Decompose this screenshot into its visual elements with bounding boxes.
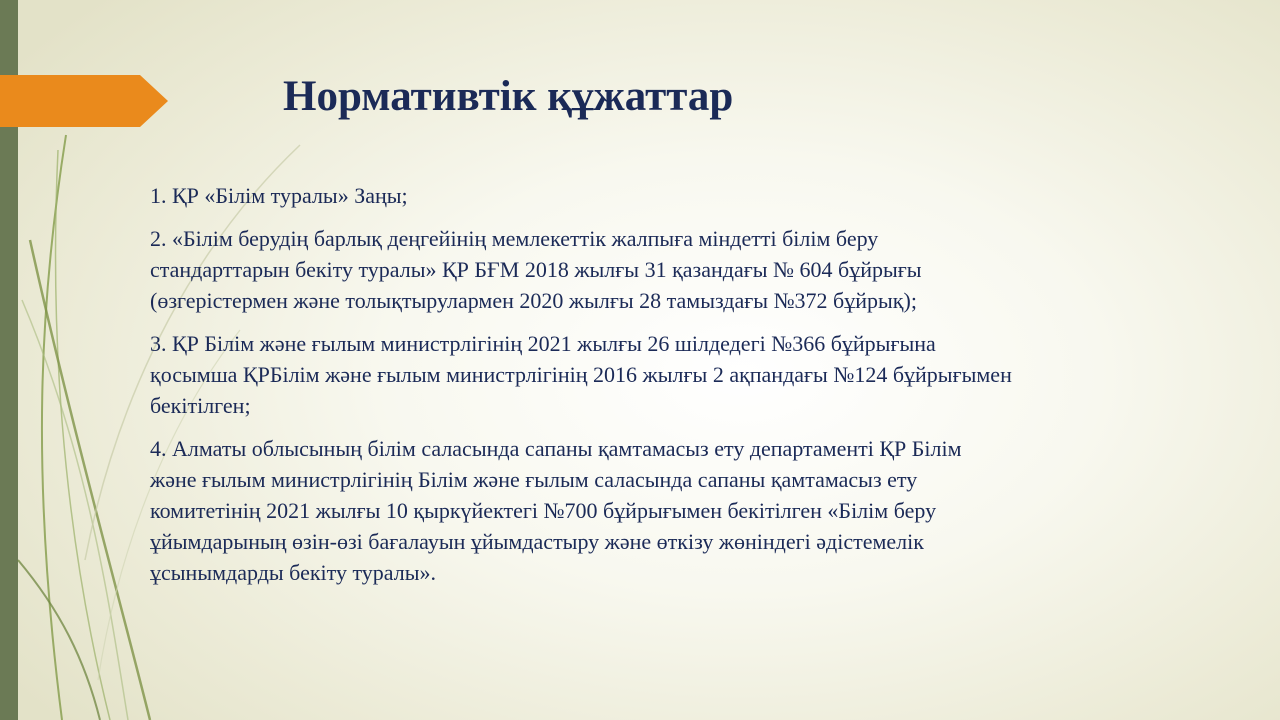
list-item-line: комитетінің 2021 жылғы 10 қыркүйектегі №700 бұйрығымен бекітілген «Білім беру: [150, 498, 937, 523]
list-item: [150, 223, 1230, 316]
list-item: [150, 180, 1230, 211]
list-item-line: қосымша ҚРБілім және ғылым министрлігінің 2016 жылғы 2 ақпандағы №124 бұйрығымен: [150, 362, 1012, 387]
list-item-line: 1. ҚР «Білім туралы» Заңы;: [150, 183, 408, 208]
title-accent-tab: [0, 75, 170, 127]
list-item-line: (өзгерістермен және толықтырулармен 2020 жылғы 28 тамыздағы №372 бұйрық);: [150, 288, 917, 313]
list-item: [150, 433, 1230, 588]
list-item: [150, 328, 1230, 421]
list-item-line: 2. «Білім берудің барлық деңгейінің мемлекеттік жалпыға міндетті білім беру: [150, 226, 879, 251]
list-item-line: стандарттарын бекіту туралы» ҚР БҒМ 2018 жылғы 31 қазандағы № 604 бұйрығы: [150, 257, 922, 282]
list-item-line: 4. Алматы облысының білім саласында сапаны қамтамасыз ету департаменті ҚР Білім: [150, 436, 962, 461]
list-item-line: ұйымдарының өзін-өзі бағалауын ұйымдастыру және өткізу жөніндегі әдістемелік: [150, 529, 924, 554]
list-item-line: және ғылым министрлігінің Білім және ғылым саласында сапаны қамтамасыз ету: [150, 467, 918, 492]
list-item-line: ұсынымдарды бекіту туралы».: [150, 560, 436, 585]
list-item-line: 3. ҚР Білім және ғылым министрлігінің 2021 жылғы 26 шілдедегі №366 бұйрығына: [150, 331, 936, 356]
slide-title: Нормативтік құжаттар: [283, 73, 734, 120]
list-item-line: бекітілген;: [150, 393, 251, 418]
document-list: [150, 180, 1230, 600]
